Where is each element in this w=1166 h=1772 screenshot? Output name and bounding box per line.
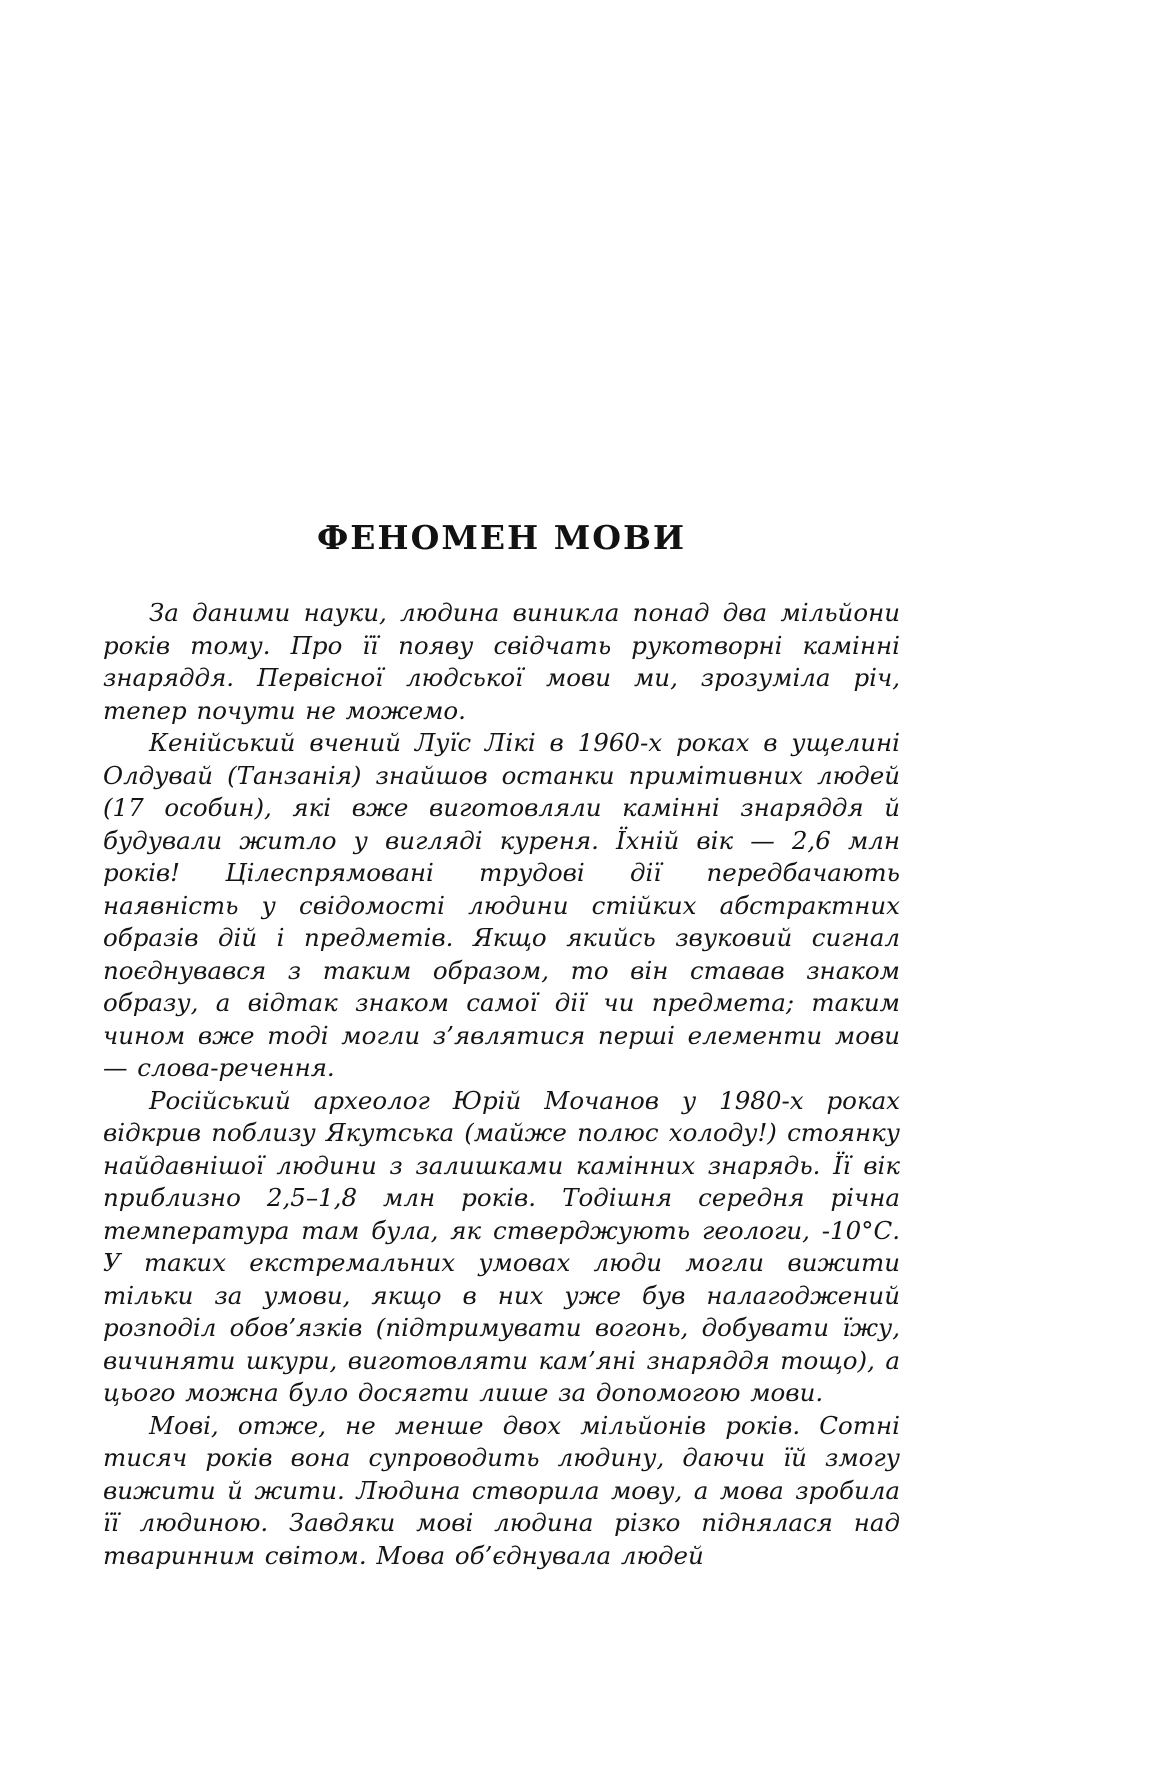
book-page [103,0,900,1572]
paragraph: Російський археолог Юрій Мочанов у 1980-х роках відкрив поблизу Якутська (майже полюс холоду!) стоянку найдавнішої людини з залишками камінних знарядь. Її вік приблизно 2,5–1,8 млн років. Тодішня середня річна температура там була, як стверджують геологи, -10°С. У таких екстремальних умовах люди могли вижити тільки за умови, якщо в них уже був налагоджений розподіл обов’язків (підтримувати вогонь, добувати їжу, вичиняти шкури, виготовляти кам’яні знаряддя тощо), а цього можна було досягти лише за допомогою мови. [103,1085,900,1407]
paragraph: За даними науки, людина виникла понад два мільйони років тому. Про її появу свідчать рукотворні камінні знаряддя. Первісної людської мови ми, зрозуміла річ, тепер почути не можемо. [103,598,900,725]
page-title: ФЕНОМЕН МОВИ [316,518,687,557]
paragraph: Кенійський вчений Луїс Лікі в 1960-х роках в ущелині Олдувай (Танзанія) знайшов останки примітивних людей (17 особин), які вже виготовляли камінні знаряддя й будували житло у вигляді куреня. Їхній вік — 2,6 млн років! Цілеспрямовані трудові дії передбачають наявність у свідомості людини стійких абстрактних образів дій і предметів. Якщо якийсь звуковий сигнал поєднувався з таким образом, то він ставав знаком образу, а відтак знаком самої дії чи предмета; таким чином вже тоді могли з’являтися перші елементи мови — слова-речення. [103,728,900,1082]
paragraph: Мові, отже, не менше двох мільйонів років. Сотні тисяч років вона супроводить людину, даючи їй змогу вижити й жити. Людина створила мову, а мова зробила її людиною. Завдяки мові людина різко піднялася над тваринним світом. Мова об’єднувала людей [103,1410,900,1570]
body-text [103,597,900,1572]
